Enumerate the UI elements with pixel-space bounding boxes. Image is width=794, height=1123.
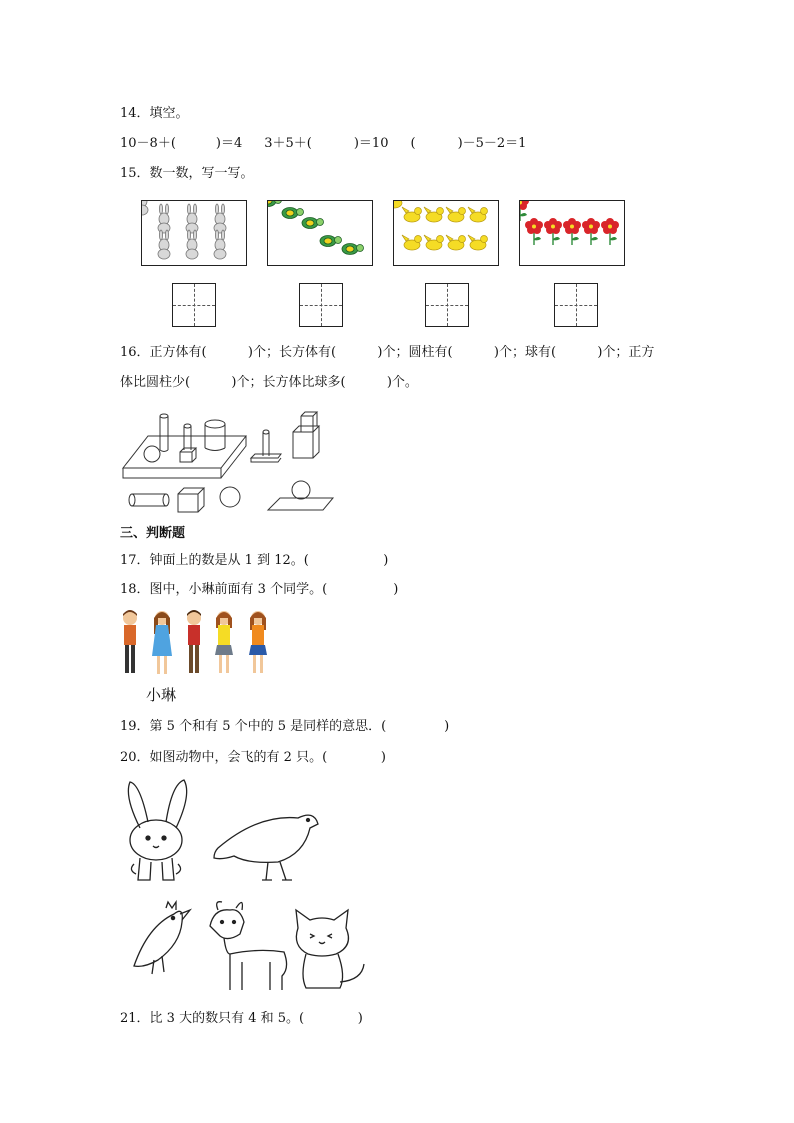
turtles-illustration [268,201,372,265]
animals-figure [118,776,378,996]
solid-shapes-figure [118,410,338,515]
answer-grid-rabbits[interactable] [172,283,216,327]
answer-grid-flowers[interactable] [554,283,598,327]
section-3-title: 三、判断题 [120,526,186,541]
chick-picture-box [393,200,499,266]
q14-title: 14．填空。 [120,106,189,121]
rabbit-drawing [128,780,186,880]
eq2-left: 3＋5＋( [264,136,312,151]
child-3 [187,610,201,673]
eq2-right: )＝10 [353,136,389,151]
turtle-picture-box [267,200,373,266]
xiaolin-caption: 小琳 [146,686,177,704]
q16-line2: 体比圆柱少( )个；长方体比球多( )个。 [120,375,418,390]
flower-picture-box [519,200,625,266]
children-line-figure [118,608,278,684]
q21-text: 21．比 3 大的数只有 4 和 5。( ) [120,1011,363,1026]
q19-text: 19．第 5 个和有 5 个中的 5 是同样的意思．( ) [120,719,450,734]
q17-text: 17．钟面上的数是从 1 到 12。( ) [120,553,389,568]
rabbits-illustration [142,201,246,265]
answer-grid-turtles[interactable] [299,283,343,327]
child-4 [215,611,233,673]
child-5 [249,611,267,673]
q20-text: 20．如图动物中，会飞的有 2 只。( ) [120,750,386,765]
goat-drawing [210,902,287,990]
pigeon-drawing [214,815,318,880]
chicks-illustration [394,201,498,265]
q18-text: 18．图中，小琳前面有 3 个同学。( ) [120,582,399,597]
rabbit-picture-box [141,200,247,266]
eq3-left: ( [410,136,416,151]
eq3-right: )－5－2＝1 [457,136,527,151]
answer-grid-chicks[interactable] [425,283,469,327]
q15-title: 15．数一数，写一写。 [120,166,254,181]
eq1-right: )＝4 [215,136,243,151]
sparrow-drawing [134,902,190,974]
eq1-left: 10－8＋( [120,136,176,151]
q16-line1: 16．正方体有( )个；长方体有( )个；圆柱有( )个；球有( )个；正方 [120,345,655,360]
child-2-xiaolin [152,611,172,674]
child-1 [123,610,137,673]
flowers-illustration [520,201,624,265]
cat-drawing [296,910,364,988]
q14-equations [120,134,526,154]
